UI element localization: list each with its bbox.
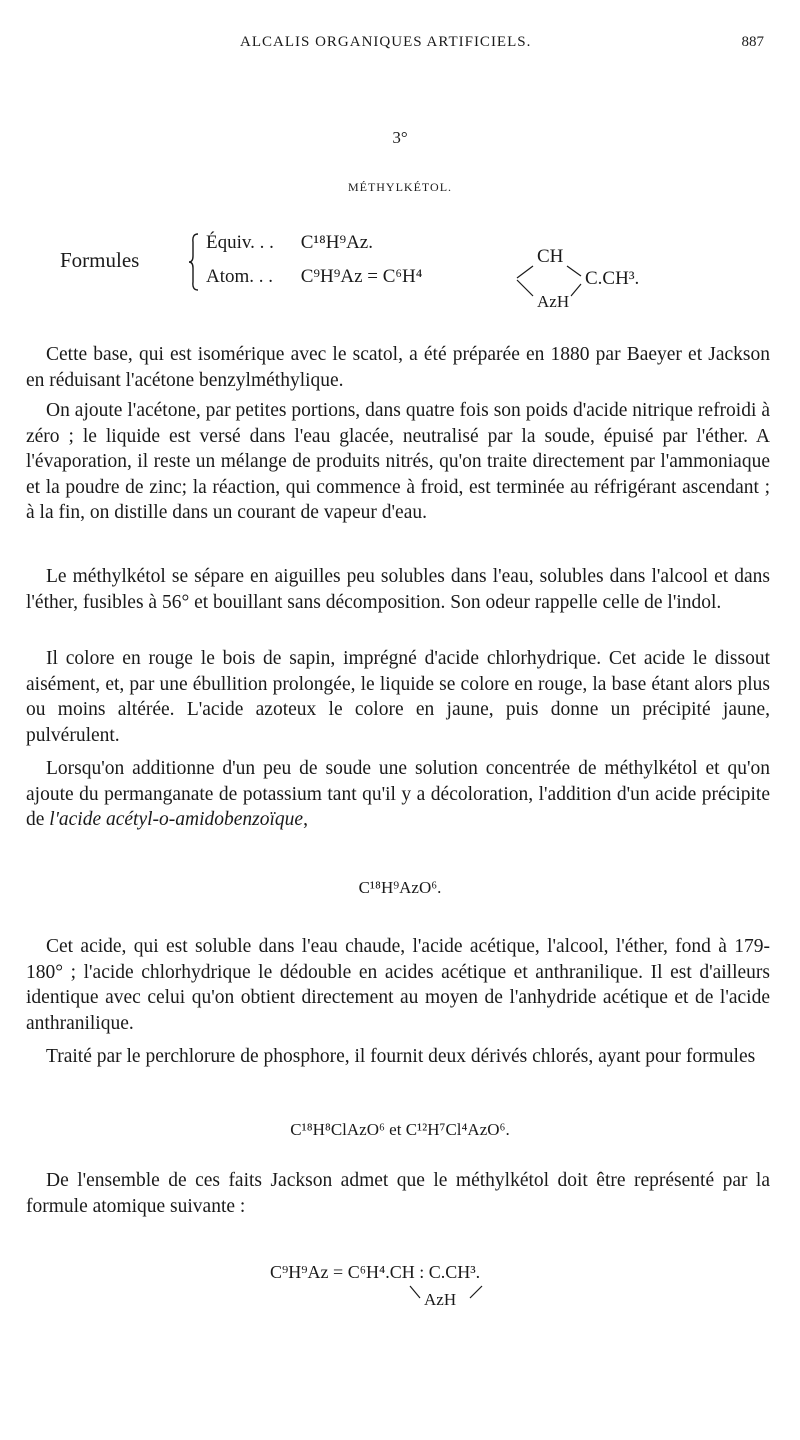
formula-block xyxy=(60,226,760,316)
paragraph-4: Il colore en rouge le bois de sapin, imprégné d'acide chlorhydrique. Cet acide le dissout aisément, et, par une ébullition prolongée, le liquide se colore en rouge, la base étant alors plus ou moins altérée. L'acide azoteux le colore en jaune, puis donne un précipité jaune, pulvérulent. xyxy=(26,648,770,746)
atom-formula: C⁹H⁹Az = C⁶H⁴ xyxy=(300,266,423,287)
final-formula-azh: AzH xyxy=(424,1290,457,1309)
paragraph-2: On ajoute l'acétone, par petites portions, dans quatre fois son poids d'acide nitrique refroidi à zéro ; le liquide est versé dans l'eau glacée, neutralisé par la soude, épuisé par l'éther. A l'évaporation, il reste un mélange de produits nitrés, qu'on traite directement par l'ammoniaque et la poudre de zinc; la réaction, qui commence à froid, est terminée au réfrigérant ascendant ; à la fin, on distille dans un courant de vapeur d'eau. xyxy=(26,400,770,523)
formula-label: Formules xyxy=(60,248,140,272)
section-number: 3° xyxy=(392,128,408,147)
page-number: 887 xyxy=(741,34,764,50)
paragraph-6: Cet acide, qui est soluble dans l'eau chaude, l'acide acétique, l'alcool, l'éther, fond à 179-180° ; l'acide chlorhydrique le dédouble en acides acétique et anthranilique. Il est d'ailleurs identique avec celui qu'on obtient directement au moyen de l'anhydride acétique et de l'acide anthranilique. xyxy=(26,936,770,1034)
running-head xyxy=(0,34,800,58)
structure-azh: AzH xyxy=(537,292,570,311)
section-title: MÉTHYLKÉTOL. xyxy=(347,180,453,194)
paragraph-1: Cette base, qui est isomérique avec le scatol, a été préparée en 1880 par Baeyer et Jackson en réduisant l'acétone benzylméthylique. xyxy=(26,344,770,391)
structure-tail: C.CH³. xyxy=(585,268,640,289)
final-bonds-icon xyxy=(270,1262,570,1322)
paragraph-5-end: , xyxy=(303,809,308,830)
paragraph-3: Le méthylkétol se sépare en aiguilles peu solubles dans l'eau, solubles dans l'alcool et dans l'éther, fusibles à 56° et bouillant sans décomposition. Son odeur rappelle celle de l'indol. xyxy=(26,566,770,613)
structure-diagram xyxy=(515,246,675,316)
formula-acid: C¹⁸H⁹AzO⁶. xyxy=(358,878,442,897)
structure-ch: CH xyxy=(537,246,564,267)
running-head-title: ALCALIS ORGANIQUES ARTIFICIELS. xyxy=(240,34,532,50)
equiv-label: Équiv. . . xyxy=(206,232,274,253)
formula-row-atom xyxy=(206,266,422,288)
final-formula xyxy=(270,1262,570,1322)
paragraph-5-text: Lorsqu'on additionne d'un peu de soude une solution concentrée de méthylkétol et qu'on ajoute du permanganate de potassium tant qu'il y a décoloration, l'addition d'un acide précipite de xyxy=(26,758,770,830)
equiv-formula: C¹⁸H⁹Az. xyxy=(300,232,373,253)
final-formula-main: C⁹H⁹Az = C⁶H⁴.CH : C.CH³. xyxy=(270,1262,481,1282)
formula-chloro: C¹⁸H⁸ClAzO⁶ et C¹²H⁷Cl⁴AzO⁶. xyxy=(290,1120,510,1139)
paragraph-5 xyxy=(26,756,770,833)
brace-icon xyxy=(188,232,202,292)
atom-label: Atom. . . xyxy=(206,266,274,287)
formula-row-equiv xyxy=(206,232,373,254)
acid-name: l'acide acétyl-o-amidobenzoïque xyxy=(49,809,304,830)
paragraph-7: Traité par le perchlorure de phosphore, il fournit deux dérivés chlorés, ayant pour formules xyxy=(46,1046,756,1067)
paragraph-8: De l'ensemble de ces faits Jackson admet que le méthylkétol doit être représenté par la formule atomique suivante : xyxy=(26,1170,770,1217)
